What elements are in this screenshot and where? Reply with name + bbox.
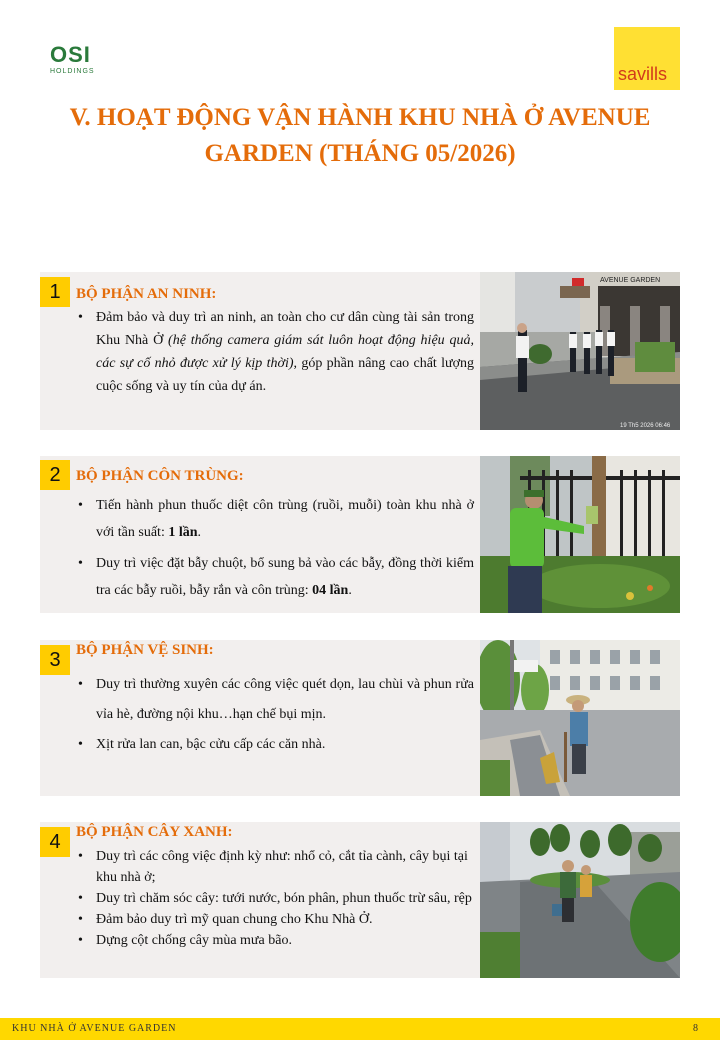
list-item: • Tiến hành phun thuốc diệt côn trùng (ruồi, muỗi) toàn khu nhà ở với tần suất: 1 lần. bbox=[76, 492, 474, 546]
sanitation-photo bbox=[480, 640, 680, 796]
section-title: BỘ PHẬN AN NINH: bbox=[76, 286, 217, 302]
savills-logo-text: savills bbox=[618, 64, 668, 84]
photo-timestamp: 19 Th5 2026 06:46 bbox=[620, 423, 671, 429]
osi-holdings-logo bbox=[50, 44, 110, 84]
osi-logo-subtext: HOLDINGS bbox=[50, 68, 95, 75]
list-item: • Duy trì việc đặt bẫy chuột, bổ sung bả vào các bẫy, đồng thời kiểm tra các bẫy ruồi, bẫy rắn và côn trùng: 04 lần. bbox=[76, 550, 474, 604]
osi-logo-text: OSI bbox=[50, 42, 91, 67]
section-landscaping bbox=[40, 822, 680, 978]
section-number: 3 bbox=[40, 645, 70, 675]
section-number: 2 bbox=[40, 460, 70, 490]
bullet-list bbox=[76, 670, 474, 760]
list-item: • Duy trì chăm sóc cây: tưới nước, bón phân, phun thuốc trừ sâu, rệp bbox=[76, 888, 474, 909]
page-title bbox=[40, 100, 680, 172]
section-number: 1 bbox=[40, 277, 70, 307]
section-title: BỘ PHẬN CÔN TRÙNG: bbox=[76, 468, 244, 484]
list-item: • Đảm bảo và duy trì an ninh, an toàn cho cư dân cùng tài sản trong Khu Nhà Ở (hệ thống camera giám sát luôn hoạt động hiệu quả, các sự cố nhỏ được xử lý kịp thời), góp phần nâng cao chất lượng cuộc sống và uy tín của dự án. bbox=[76, 306, 474, 398]
page-number: 8 bbox=[693, 1023, 698, 1034]
section-pest-control bbox=[40, 456, 680, 613]
list-item: • Dựng cột chống cây mùa mưa bão. bbox=[76, 930, 474, 951]
list-item: • Duy trì các công việc định kỳ như: nhổ cỏ, cắt tỉa cành, cây bụi tại khu nhà ở; bbox=[76, 846, 474, 888]
list-item: • Duy trì thường xuyên các công việc quét dọn, lau chùi và phun rửa vỉa hè, đường nội khu…hạn chế bụi mịn. bbox=[76, 670, 474, 730]
security-photo bbox=[480, 272, 680, 430]
section-title: BỘ PHẬN CÂY XANH: bbox=[76, 824, 233, 840]
list-item: • Đảm bảo duy trì mỹ quan chung cho Khu Nhà Ở. bbox=[76, 909, 474, 930]
footer-project-name: KHU NHÀ Ở AVENUE GARDEN bbox=[12, 1023, 177, 1034]
page-title-line1: V. HOẠT ĐỘNG VẬN HÀNH KHU NHÀ Ở AVENUE bbox=[69, 104, 651, 131]
footer-bar bbox=[0, 1018, 720, 1040]
section-title: BỘ PHẬN VỆ SINH: bbox=[76, 642, 214, 658]
landscaping-photo bbox=[480, 822, 680, 978]
page-title-line2: GARDEN (THÁNG 05/2026) bbox=[204, 140, 516, 167]
list-item: • Xịt rửa lan can, bậc cửu cấp các căn nhà. bbox=[76, 730, 474, 760]
bullet-list bbox=[76, 492, 474, 604]
section-security bbox=[40, 272, 680, 430]
section-number: 4 bbox=[40, 827, 70, 857]
bullet-list bbox=[76, 846, 474, 951]
section-sanitation bbox=[40, 640, 680, 796]
savills-logo bbox=[614, 27, 680, 90]
building-sign: AVENUE GARDEN bbox=[600, 277, 661, 284]
pest-control-photo bbox=[480, 456, 680, 613]
bullet-list bbox=[76, 306, 474, 398]
